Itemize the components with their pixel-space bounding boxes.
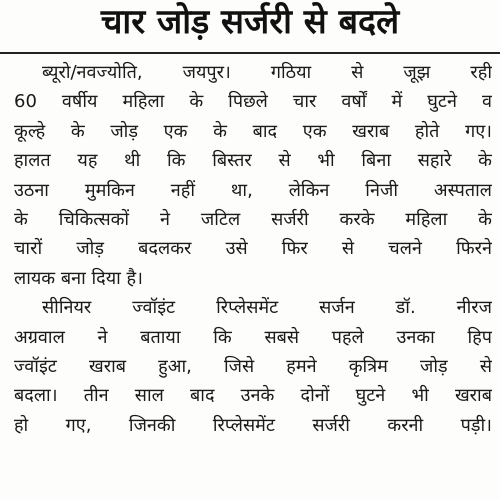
article-line: सीनियर ज्वॉइंट रिप्लेसमेंट सर्जन डॉ. नीरज: [42, 297, 492, 319]
article-line: चारों जोड़ बदलकर उसे फिर से चलने फिरने: [14, 238, 492, 260]
article-body: [14, 58, 492, 440]
article-line: कूल्हे के जोड़ एक के बाद एक खराब होते गए।: [14, 120, 492, 142]
article-line: ज्वॉइंट खराब हुआ, जिसे हमने कृत्रिम जोड़ से: [14, 355, 492, 377]
article-line: अग्रवाल ने बताया कि सबसे पहले उनका हिप: [14, 326, 492, 348]
article-line: के चिकित्सकों ने जटिल सर्जरी करके महिला के: [14, 208, 492, 230]
article-line: ब्यूरो/नवज्योति, जयपुर। गठिया से जूझ रही: [42, 62, 492, 83]
article-line: 60 वर्षीय महिला के पिछले चार वर्षों में घुटने व: [14, 91, 492, 113]
article-headline: चार जोड़ सर्जरी से बदले: [100, 2, 400, 42]
article-line: हालत यह थी कि बिस्तर से भी बिना सहारे के: [14, 150, 492, 172]
article-line: हो गए, जिनकी रिप्लेसमेंट सर्जरी करनी पड़ी।: [14, 414, 492, 436]
article-line: लायक बना दिया है।: [14, 267, 143, 289]
article-line: बदला। तीन साल बाद उनके दोनों घुटने भी खराब: [14, 385, 492, 407]
headline-rule: [0, 52, 500, 54]
article-line: उठना मुमकिन नहीं था, लेकिन निजी अस्पताल: [14, 179, 492, 201]
